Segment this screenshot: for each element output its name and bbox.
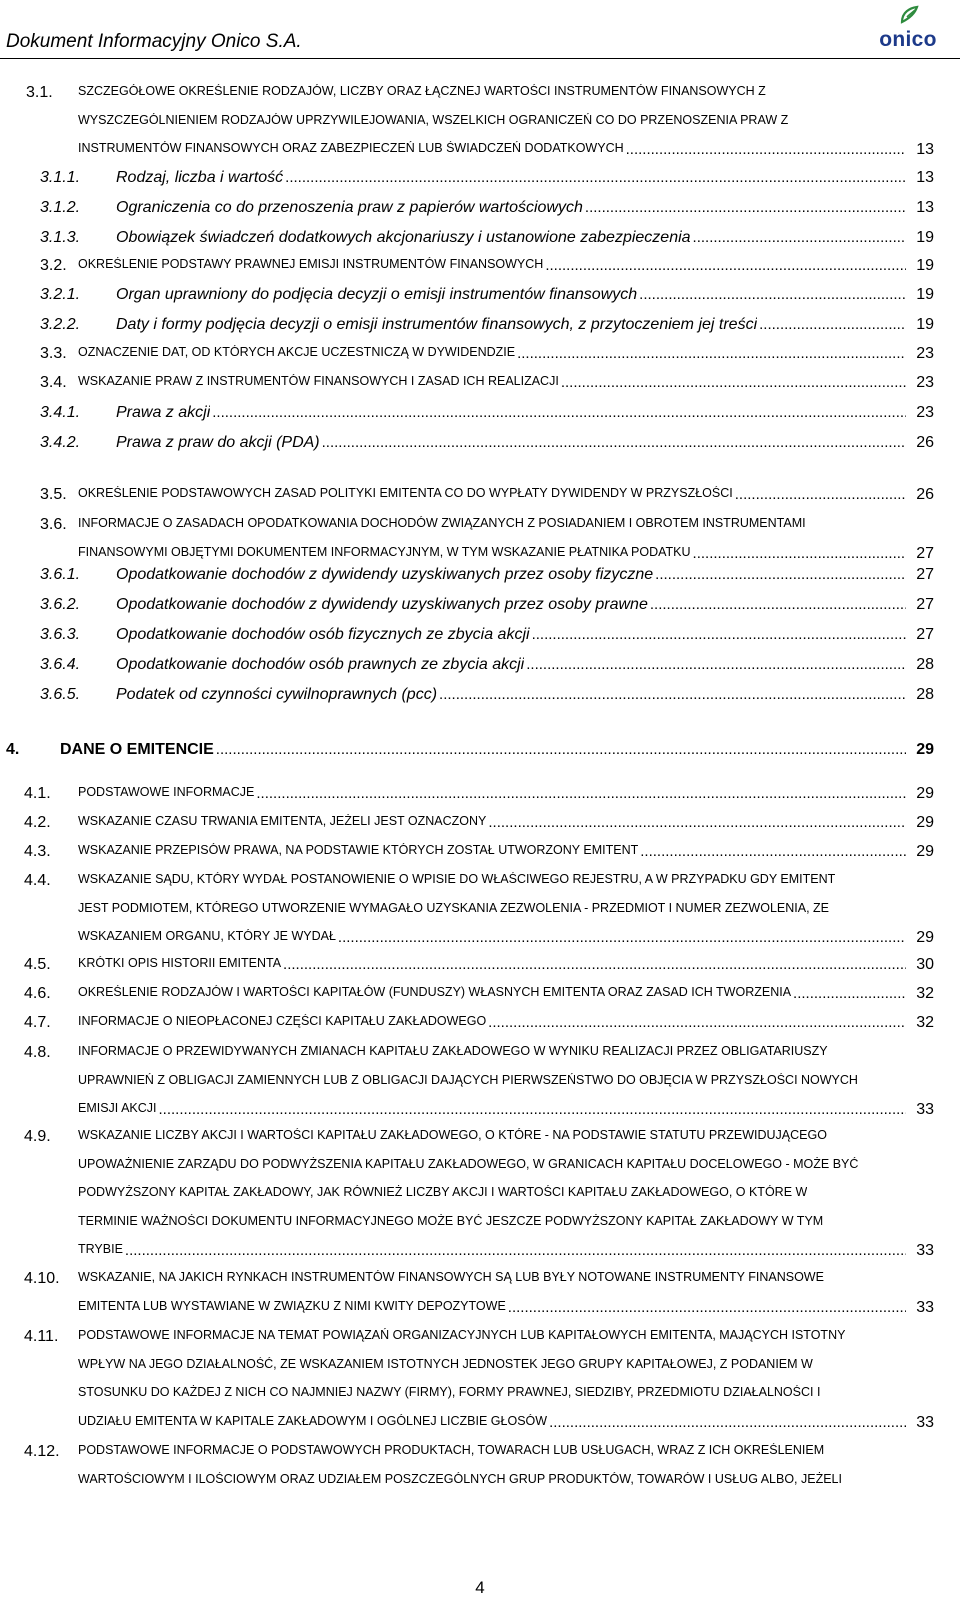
toc-leader-dots: [526, 656, 906, 673]
toc-leader-dots: [159, 1101, 907, 1118]
toc-entry-title: WSKAZANIE SĄDU, KTÓRY WYDAŁ POSTANOWIENIE O WPISIE DO WŁAŚCIWEGO REJESTRU, A W PRZYPADKU GDY EMITENT: [78, 872, 836, 886]
toc-entry-number: 4.12.: [24, 1443, 60, 1460]
toc-entry-page: 28: [916, 686, 934, 703]
toc-entry-number: 4.: [6, 741, 20, 758]
toc-entry-number: 3.6.: [40, 516, 67, 533]
toc-leader-dots: [488, 814, 906, 831]
toc-entry-number: 4.6.: [24, 985, 51, 1002]
toc-entry-title: WSKAZANIE PRZEPISÓW PRAWA, NA PODSTAWIE KTÓRYCH ZOSTAŁ UTWORZONY EMITENT: [78, 843, 639, 857]
toc-entry-title: Opodatkowanie dochodów osób prawnych ze zbycia akcji: [116, 656, 525, 673]
toc-leader-dots: [532, 626, 906, 643]
toc-entry-title: TERMINIE WAŻNOŚCI DOKUMENTU INFORMACYJNEGO MOŻE BYĆ JESZCZE PODWYŻSZONY KAPITAŁ ZAKŁADOWY W TYM: [78, 1214, 824, 1228]
toc-entry-title: Opodatkowanie dochodów z dywidendy uzyskiwanych przez osoby prawne: [116, 596, 648, 613]
toc-entry-title: Organ uprawniony do podjęcia decyzji o emisji instrumentów finansowych: [116, 286, 638, 303]
toc-entry-title: EMITENTA LUB WYSTAWIANE W ZWIĄZKU Z NIMI KWITY DEPOZYTOWE: [78, 1299, 506, 1313]
onico-logo: [876, 4, 940, 52]
toc-entry-title: Podatek od czynności cywilnoprawnych (pcc): [116, 686, 438, 703]
toc-entry-page: 29: [916, 843, 934, 860]
toc-leader-dots: [655, 566, 906, 583]
toc-leader-dots: [439, 686, 906, 703]
toc-entry-title: OKREŚLENIE RODZAJÓW I WARTOŚCI KAPITAŁÓW (FUNDUSZY) WŁASNYCH EMITENTA ORAZ ZASAD ICH TWORZENIA: [78, 985, 792, 999]
toc-entry-page: 27: [916, 566, 934, 583]
toc-leader-dots: [338, 929, 906, 946]
toc-entry-page: 33: [916, 1299, 934, 1316]
toc-entry-number: 3.4.1.: [40, 404, 81, 421]
toc-entry-number: 3.6.1.: [40, 566, 81, 583]
toc-entry-number: 3.1.2.: [40, 199, 81, 216]
toc-entry-number: 4.1.: [24, 785, 51, 802]
toc-entry-number: 4.11.: [24, 1328, 59, 1345]
toc-entry-title: Opodatkowanie dochodów z dywidendy uzyskiwanych przez osoby fizyczne: [116, 566, 654, 583]
toc-entry-page: 26: [916, 486, 934, 503]
toc-entry-title: Daty i formy podjęcia decyzji o emisji instrumentów finansowych, z przytoczeniem jej treści: [116, 316, 758, 333]
toc-entry-page: 23: [916, 374, 934, 391]
toc-leader-dots: [285, 169, 906, 186]
toc-entry-number: 3.2.1.: [40, 286, 81, 303]
toc-entry-number: 3.3.: [40, 345, 67, 362]
toc-entry-title: TRYBIE: [78, 1242, 123, 1256]
toc-entry-title: WSKAZANIE PRAW Z INSTRUMENTÓW FINANSOWYCH I ZASAD ICH REALIZACJI: [78, 374, 559, 388]
toc-leader-dots: [125, 1242, 906, 1259]
toc-entry-number: 3.6.3.: [40, 626, 81, 643]
toc-entry-page: 27: [916, 626, 934, 643]
toc-leader-dots: [508, 1299, 906, 1316]
toc-entry-title: OKREŚLENIE PODSTAWY PRAWNEJ EMISJI INSTRUMENTÓW FINANSOWYCH: [78, 257, 544, 271]
toc-leader-dots: [216, 741, 906, 758]
page-number: 4: [475, 1578, 485, 1597]
toc-entry-number: 3.6.2.: [40, 596, 81, 613]
toc-leader-dots: [561, 374, 906, 391]
toc-entry-page: 29: [916, 741, 934, 758]
toc-entry-page: 13: [916, 169, 934, 186]
toc-entry-title: DANE O EMITENCIE: [60, 741, 214, 758]
toc-entry-page: 29: [916, 814, 934, 831]
toc-entry-number: 3.2.2.: [40, 316, 81, 333]
toc-leader-dots: [283, 956, 906, 973]
logo-wordmark: onico: [879, 28, 937, 51]
document-header-title: Dokument Informacyjny Onico S.A.: [6, 31, 302, 52]
toc-entry-number: 3.5.: [40, 486, 67, 503]
header-divider: [0, 58, 960, 59]
toc-entry-number: 4.10.: [24, 1270, 60, 1287]
toc-entry-number: 3.1.: [26, 84, 53, 101]
toc-entry-page: 33: [916, 1101, 934, 1118]
toc-leader-dots: [640, 843, 906, 860]
toc-entry-page: 23: [916, 404, 934, 421]
toc-entry-page: 19: [916, 257, 934, 274]
toc-entry-page: 23: [916, 345, 934, 362]
toc-entry-page: 28: [916, 656, 934, 673]
toc-entry-title: PODWYŻSZONY KAPITAŁ ZAKŁADOWY, JAK RÓWNIEŻ LICZBY AKCJI I WARTOŚCI KAPITAŁU ZAKŁADOWEGO, O KTÓRE W: [78, 1185, 808, 1199]
toc-entry-title: JEST PODMIOTEM, KTÓREGO UTWORZENIE WYMAGAŁO UZYSKANIA ZEZWOLENIA - PRZEDMIOT I NUMER ZEZWOLENIA, ZE: [78, 901, 829, 915]
toc-entry-title: STOSUNKU DO KAŻDEJ Z NICH CO NAJMNIEJ NAZWY (FIRMY), FORMY PRAWNEJ, SIEDZIBY, PRZEDMIOTU DZIAŁALNOŚCI I: [78, 1385, 821, 1399]
toc-entry-page: 29: [916, 785, 934, 802]
toc-entry-number: 4.7.: [24, 1014, 51, 1031]
toc-entry-page: 19: [916, 229, 934, 246]
toc-entry-number: 4.4.: [24, 872, 51, 889]
toc-entry-page: 19: [916, 316, 934, 333]
toc-entry-title: KRÓTKI OPIS HISTORII EMITENTA: [78, 956, 282, 970]
toc-entry-title: UPRAWNIEŃ Z OBLIGACJI ZAMIENNYCH LUB Z OBLIGACJI DAJĄCYCH PIERWSZEŃSTWO DO OBJĘCIA W PRZYSZŁOŚCI NOWYCH: [78, 1073, 858, 1087]
toc-entry-title: WPŁYW NA JEGO DZIAŁALNOŚĆ, ZE WSKAZANIEM ISTOTNYCH JEDNOSTEK JEGO GRUPY KAPITAŁOWEJ, Z PODANIEM W: [78, 1357, 813, 1371]
toc-entry-page: 19: [916, 286, 934, 303]
toc-entry-title: WSKAZANIE LICZBY AKCJI I WARTOŚCI KAPITAŁU ZAKŁADOWEGO, O KTÓRE - NA PODSTAWIE STATUTU PRZEWIDUJĄCEGO: [78, 1128, 827, 1142]
toc-leader-dots: [545, 257, 906, 274]
toc-entry-title: PODSTAWOWE INFORMACJE O PODSTAWOWYCH PRODUKTACH, TOWARACH LUB USŁUGACH, WRAZ Z ICH OKREŚLENIEM: [78, 1443, 825, 1457]
toc-leader-dots: [517, 345, 906, 362]
toc-entry-page: 13: [916, 141, 934, 158]
toc-leader-dots: [212, 404, 906, 421]
toc-leader-dots: [759, 316, 906, 333]
toc-entry-title: OZNACZENIE DAT, OD KTÓRYCH AKCJE UCZESTNICZĄ W DYWIDENDZIE: [78, 345, 516, 359]
toc-leader-dots: [693, 229, 906, 246]
toc-entry-title: Ograniczenia co do przenoszenia praw z papierów wartościowych: [116, 199, 583, 216]
toc-leader-dots: [793, 985, 906, 1002]
toc-entry-title: Prawa z praw do akcji (PDA): [116, 434, 320, 451]
toc-entry-page: 30: [916, 956, 934, 973]
toc-entry-title: EMISJI AKCJI: [78, 1101, 157, 1115]
toc-entry-title: INFORMACJE O PRZEWIDYWANYCH ZMIANACH KAPITAŁU ZAKŁADOWEGO W WYNIKU REALIZACJI PRZEZ OBLIGATARIUSZY: [78, 1044, 828, 1058]
toc-entry-title: FINANSOWYMI OBJĘTYMI DOKUMENTEM INFORMACYJNYM, W TYM WSKAZANIE PŁATNIKA PODATKU: [78, 545, 691, 559]
toc-entry-title: WARTOŚCIOWYM I ILOŚCIOWYM ORAZ UDZIAŁEM POSZCZEGÓLNYCH GRUP PRODUKTÓW, TOWARÓW I USŁUG ALBO, JEŻELI: [78, 1472, 842, 1486]
toc-entry-title: Obowiązek świadczeń dodatkowych akcjonariuszy i ustanowione zabezpieczenia: [116, 229, 691, 246]
toc-entry-number: 3.6.5.: [40, 686, 81, 703]
toc-entry-page: 13: [916, 199, 934, 216]
toc-entry-title: INFORMACJE O NIEOPŁACONEJ CZĘŚCI KAPITAŁU ZAKŁADOWEGO: [78, 1014, 487, 1028]
toc-entry-title: INSTRUMENTÓW FINANSOWYCH ORAZ ZABEZPIECZEŃ LUB ŚWIADCZEŃ DODATKOWYCH: [78, 141, 624, 155]
toc-entry-page: 33: [916, 1242, 934, 1259]
toc-entry-page: 27: [916, 596, 934, 613]
toc-entry-number: 4.3.: [24, 843, 51, 860]
toc-leader-dots: [549, 1414, 906, 1431]
toc-entry-number: 4.8.: [24, 1044, 51, 1061]
toc-entry-page: 33: [916, 1414, 934, 1431]
toc-entry-page: 27: [916, 545, 934, 562]
toc-entry-title: PODSTAWOWE INFORMACJE: [78, 785, 255, 799]
toc-leader-dots: [585, 199, 906, 216]
toc-entry-number: 4.5.: [24, 956, 51, 973]
toc-entry-title: Prawa z akcji: [116, 404, 211, 421]
toc-leader-dots: [256, 785, 906, 802]
toc-entry-title: OKREŚLENIE PODSTAWOWYCH ZASAD POLITYKI EMITENTA CO DO WYPŁATY DYWIDENDY W PRZYSZŁOŚCI: [78, 486, 733, 500]
toc-entry-title: UPOWAŻNIENIE ZARZĄDU DO PODWYŻSZENIA KAPITAŁU ZAKŁADOWEGO, W GRANICACH KAPITAŁU DOCELOWEGO - MOŻE BYĆ: [78, 1157, 859, 1171]
toc-entry-number: 3.4.: [40, 374, 67, 391]
toc-leader-dots: [639, 286, 906, 303]
toc-entry-number: 3.1.1.: [40, 169, 81, 186]
toc-entry-page: 26: [916, 434, 934, 451]
toc-entry-title: SZCZEGÓŁOWE OKREŚLENIE RODZAJÓW, LICZBY ORAZ ŁĄCZNEJ WARTOŚCI INSTRUMENTÓW FINANSOWYCH Z: [78, 84, 766, 98]
toc-entry-number: 4.2.: [24, 814, 51, 831]
toc-entry-page: 32: [916, 985, 934, 1002]
toc-leader-dots: [488, 1014, 906, 1031]
toc-leader-dots: [322, 434, 906, 451]
toc-entry-page: 32: [916, 1014, 934, 1031]
toc-entry-title: WYSZCZEGÓLNIENIEM RODZAJÓW UPRZYWILEJOWANIA, WSZELKICH OGRANICZEŃ CO DO PRZENOSZENIA PRAW Z: [78, 113, 789, 127]
toc-entry-title: UDZIAŁU EMITENTA W KAPITALE ZAKŁADOWYM I OGÓLNEJ LICZBIE GŁOSÓW: [78, 1414, 548, 1428]
toc-entry-title: WSKAZANIEM ORGANU, KTÓRY JE WYDAŁ: [78, 929, 336, 943]
toc-entry-number: 3.1.3.: [40, 229, 81, 246]
toc-entry-title: PODSTAWOWE INFORMACJE NA TEMAT POWIĄZAŃ ORGANIZACYJNYCH LUB KAPITAŁOWYCH EMITENTA, MAJĄCYCH ISTOTNY: [78, 1328, 846, 1342]
toc-entry-title: WSKAZANIE CZASU TRWANIA EMITENTA, JEŻELI JEST OZNACZONY: [78, 814, 487, 828]
toc-entry-number: 4.9.: [24, 1128, 51, 1145]
leaf-icon: [898, 4, 920, 26]
toc-entry-title: Opodatkowanie dochodów osób fizycznych ze zbycia akcji: [116, 626, 530, 643]
toc-entry-number: 3.2.: [40, 257, 67, 274]
toc-entry-page: 29: [916, 929, 934, 946]
toc-entry-title: Rodzaj, liczba i wartość: [116, 169, 284, 186]
toc-leader-dots: [650, 596, 906, 613]
toc-leader-dots: [735, 486, 906, 503]
toc-leader-dots: [626, 141, 906, 158]
toc-entry-number: 3.4.2.: [40, 434, 81, 451]
toc-entry-title: INFORMACJE O ZASADACH OPODATKOWANIA DOCHODÓW ZWIĄZANYCH Z POSIADANIEM I OBROTEM INSTRUMENTAMI: [78, 516, 806, 530]
toc-entry-number: 3.6.4.: [40, 656, 81, 673]
toc-entry-title: WSKAZANIE, NA JAKICH RYNKACH INSTRUMENTÓW FINANSOWYCH SĄ LUB BYŁY NOTOWANE INSTRUMENTY FINANSOWE: [78, 1270, 824, 1284]
toc-leader-dots: [693, 545, 906, 562]
